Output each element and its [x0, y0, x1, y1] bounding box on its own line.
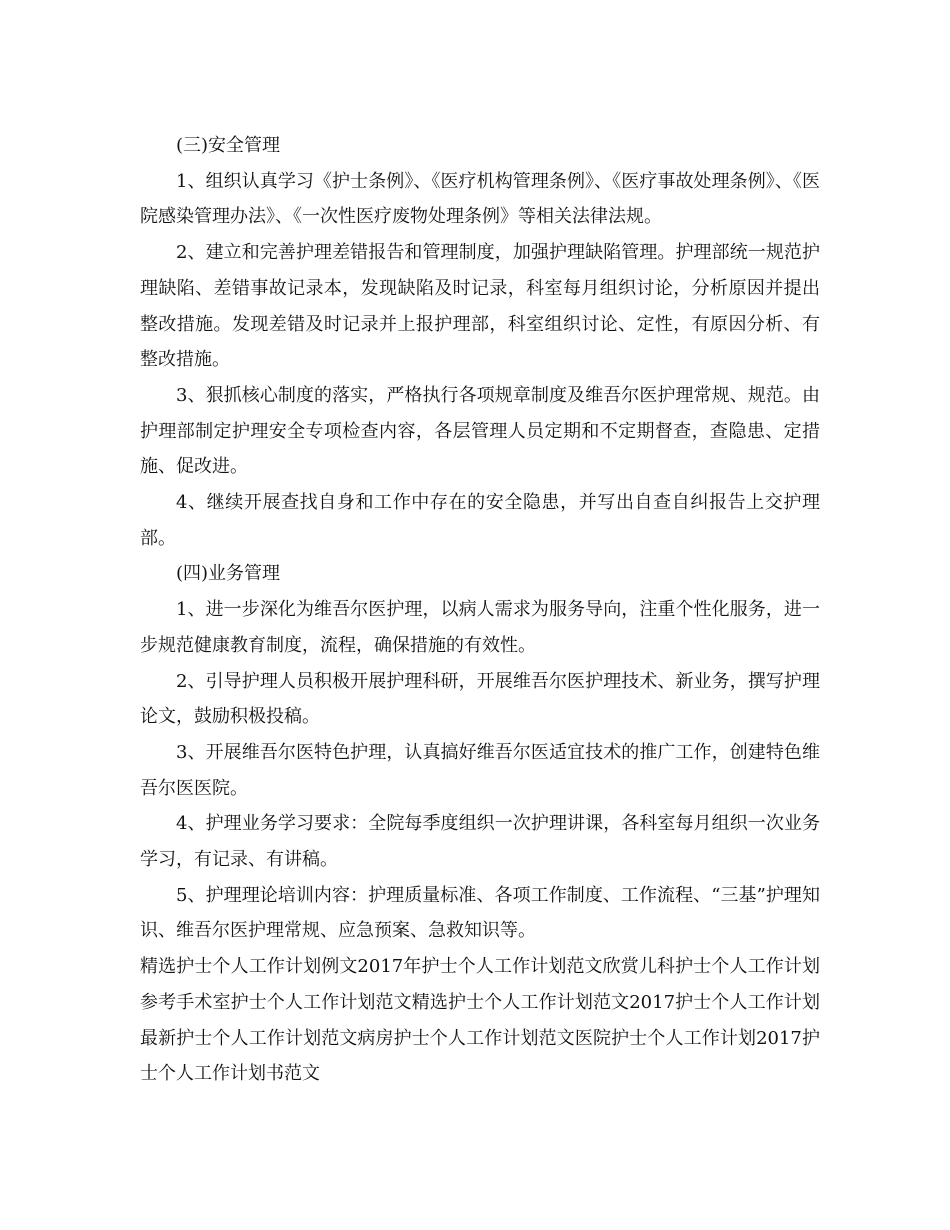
paragraph: 4、继续开展查找自身和工作中存在的安全隐患，并写出自查自纠报告上交护理部。 — [140, 492, 820, 549]
section-heading-safety: (三)安全管理 — [176, 135, 281, 156]
paragraph: 2、建立和完善护理差错报告和管理制度，加强护理缺陷管理。护理部统一规范护理缺陷、差错事故记录本，发现缺陷及时记录，科室每月组织讨论，分析原因并提出整改措施。发现差错及时记录并上报护理部，科室组织讨论、定性，有原因分析、有整改措施。 — [140, 242, 820, 371]
paragraph: 1、组织认真学习《护士条例》、《医疗机构管理条例》、《医疗事故处理条例》、《医院感染管理办法》、《一次性医疗废物处理条例》等相关法律法规。 — [140, 170, 820, 228]
paragraph: 5、护理理论培训内容：护理质量标准、各项工作制度、工作流程、“三基”护理知识、维吾尔医护理常规、应急预案、急救知识等。 — [140, 884, 820, 942]
paragraph: 3、开展维吾尔医特色护理，认真搞好维吾尔医适宜技术的推广工作，创建特色维吾尔医医院。 — [140, 741, 820, 799]
paragraph: 3、狠抓核心制度的落实，严格执行各项规章制度及维吾尔医护理常规、规范。由护理部制定护理安全专项检查内容，各层管理人员定期和不定期督查，查隐患、定措施、促改进。 — [140, 384, 820, 478]
paragraph: 1、进一步深化为维吾尔医护理，以病人需求为服务导向，注重个性化服务，进一步规范健康教育制度，流程，确保措施的有效性。 — [140, 599, 820, 656]
paragraph: 2、引导护理人员积极开展护理科研，开展维吾尔医护理技术、新业务，撰写护理论文，鼓励积极投稿。 — [140, 670, 820, 728]
section-heading-business: (四)业务管理 — [176, 563, 281, 585]
paragraph: 4、护理业务学习要求：全院每季度组织一次护理讲课，各科室每月组织一次业务学习，有记录、有讲稿。 — [140, 813, 820, 871]
related-links-text: 精选护士个人工作计划例文2017年护士个人工作计划范文欣赏儿科护士个人工作计划参考手术室护士个人工作计划范文精选护士个人工作计划范文2017护士个人工作计划最新护士个人工作计划范文病房护士个人工作计划范文医院护士个人工作计划2017护士个人工作计划书范文 — [140, 956, 820, 1085]
document-body — [140, 128, 820, 1092]
